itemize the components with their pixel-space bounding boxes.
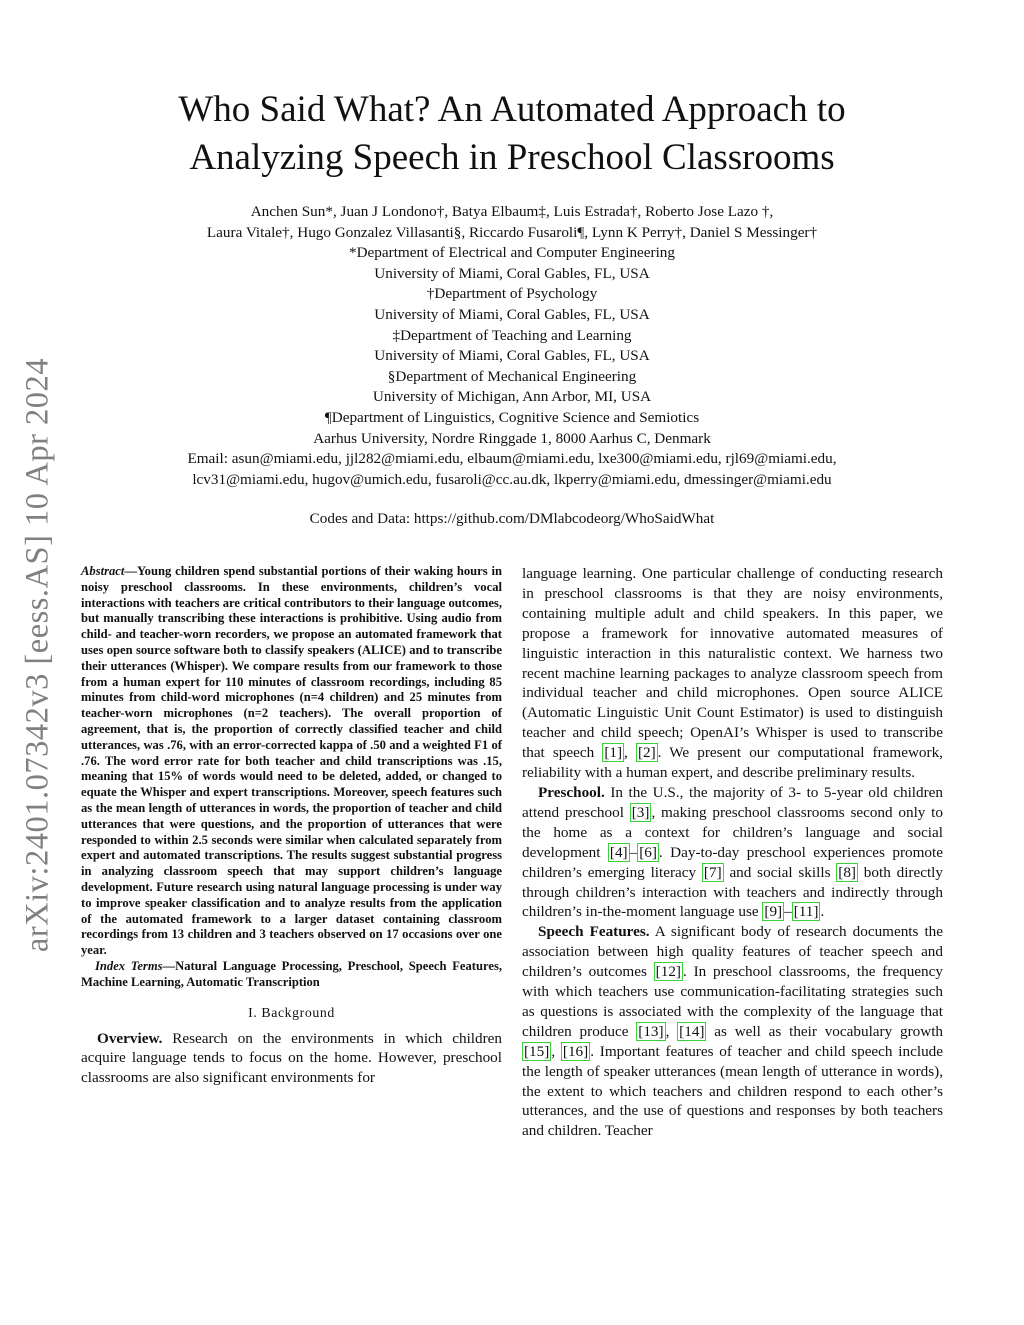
citation-8[interactable]: [8] [838,863,856,881]
preschool-lead: Preschool. [538,783,605,801]
intro-text-a: language learning. One particular challenge of conducting research in preschool classrooms is that they are noisy environments, containing multiple adult and child speakers. In this paper, we propose a framework for innovative automated measures of linguistic interaction in this naturalistic context. We harness two recent machine learning packages to analyze classroom speech from individual teacher and child microphones. Open source ALICE (Automatic Linguistic Unit Count Estimator) is used to distinguish teacher and child speech; OpenAI’s Whisper is used to transcribe that speech [522,565,943,762]
citation-1[interactable]: [1] [604,744,623,762]
citation-13[interactable]: [13] [638,1022,664,1040]
paper-title [80,86,944,182]
speech-sep-1: , [665,1022,678,1040]
preschool-text-a: In the U.S., the majority of 3- to 5-year old children attend preschool [522,783,943,821]
affiliation-1: *Department of Electrical and Computer Engineering [349,244,675,262]
overview-paragraph [81,1029,502,1089]
citation-11[interactable]: [11] [793,903,819,921]
citation-2[interactable]: [2] [637,744,656,762]
authors-line-1: Anchen Sun*, Juan J Londono†, Batya Elbaum‡, Luis Estrada†, Roberto Jose Lazo †, [250,203,774,220]
index-terms-label: Index Terms [95,958,163,973]
affiliation-8: University of Michigan, Ann Arbor, MI, USA [372,388,652,406]
affiliation-6: University of Miami, Coral Gables, FL, USA [374,347,650,365]
citation-16[interactable]: [16] [562,1042,589,1060]
abstract-text: —Young children spend substantial portions of their waking hours in noisy preschool classrooms. In these environments, children’s vocal interactions with teachers are critical contributors to their language outcomes, but manually transcribing these interactions is prohibitive. Using audio from child- and teacher-worn recorders, we propose an automated framework that uses open source software both to classify speakers (ALICE) and to transcribe their utterances (Whisper). We compare results from our framework to those from a human expert for 110 minutes of classroom recordings, including 85 minutes from child-word microphones (n=4 children) and 25 minutes from teacher-worn microphones (n=2 teachers). The overall proportion of agreement, that is, the proportion of correctly classified teacher and child utterances, was .76, with an error-corrected kappa of .50 and a weighted F1 of .76. The word error rate for both teacher and child transcriptions was .15, meaning that 15% of words would need to be deleted, added, or changed to equate the Whisper and expert transcriptions. Moreover, speech features such as the mean length of utterances in words, the proportion of teacher and child utterances that were questions, and the proportion of utterances that were responded to within 2.5 seconds were similar when calculated separately from expert and automated transcriptions. The results suggest substantial progress in analyzing classroom speech that may support children’s language development. Future research using natural language processing is under way to improve speaker classification and to analyze results from the application of the automated framework to a larger dataset containing classroom recordings from 13 children and 3 teachers observed on 17 occasions over one year. [81,564,502,958]
codes-and-data-link[interactable]: Codes and Data: https://github.com/DMlabcodeorg/WhoSaidWhat [309,510,715,527]
title-line-1: Who Said What? An Automated Approach to [178,89,846,130]
author-block [80,202,944,490]
affiliation-2: University of Miami, Coral Gables, FL, USA [374,264,650,282]
affiliation-4: University of Miami, Coral Gables, FL, USA [374,305,650,323]
arxiv-identifier-text: arXiv:2401.07342v3 [eess.AS] 10 Apr 2024 [19,357,56,953]
right-column [522,564,943,1141]
authors-line-2: Laura Vitale†, Hugo Gonzalez Villasanti§, Riccardo Fusaroli¶, Lynn K Perry†, Daniel S Messinger† [206,223,818,241]
speech-text-d: . Important features of teacher and child speech include the length of speaker utterances (mean length of utterance in words), the extent to which teachers and children respond to each other’s utterances, and the use of questions and responses by both teachers and children. Teacher [522,1042,943,1140]
arxiv-identifier [8,340,68,970]
citation-14[interactable]: [14] [679,1022,705,1040]
affiliation-5: ‡Department of Teaching and Learning [392,326,632,344]
affiliation-3: †Department of Psychology [426,285,598,303]
citation-7[interactable]: [7] [703,863,722,881]
title-line-2: Analyzing Speech in Preschool Classrooms [189,137,835,178]
preschool-text-b: , making preschool classrooms second only to the home as a context for children’s language and social development [522,803,943,861]
abstract [81,564,502,959]
speech-sep-2: , [551,1042,561,1060]
overview-text: Research on the environments in which children acquire language tends to focus on the home. However, preschool classrooms are also significant environments for [81,1029,502,1087]
citation-3[interactable]: [3] [631,803,650,821]
speech-text-a: A significant body of research documents the association between high quality features of teacher speech and children’s outcomes [522,923,944,981]
citation-12[interactable]: [12] [655,963,681,981]
abstract-label: Abstract [81,564,125,578]
speech-features-paragraph [522,922,943,1141]
affiliation-7: §Department of Mechanical Engineering [387,367,637,385]
intro-text-b: . We present our computational framework, reliability with a human expert, and describe preliminary results. [522,744,943,782]
index-terms-text: —Natural Language Processing, Preschool, Speech Features, Machine Learning, Automatic Transcription [81,958,502,989]
intro-sep: , [624,744,636,762]
speech-features-lead: Speech Features. [538,923,650,941]
section-heading-background: I. Background [248,1004,335,1020]
emails-line-2: lcv31@miami.edu, hugov@umich.edu, fusaroli@cc.au.dk, lkperry@miami.edu, dmessinger@miami.edu [192,470,832,488]
speech-text-b: . In preschool classrooms, the frequency with which teachers use communication-facilitating strategies such as questions is associated with the complexity of the language that children produce [522,963,943,1040]
preschool-dash-1: – [629,843,638,861]
overview-lead: Overview. [97,1029,163,1047]
preschool-text-d: and social skills [723,863,837,881]
preschool-text-f: . [820,903,825,921]
left-column [81,564,502,1088]
citation-15[interactable]: [15] [524,1042,550,1060]
preschool-text-c: . Day-to-day preschool experiences promote children’s emerging literacy [522,843,943,881]
affiliation-10: Aarhus University, Nordre Ringgade 1, 8000 Aarhus C, Denmark [313,429,711,447]
citation-6[interactable]: [6] [639,843,657,861]
emails-line-1: Email: asun@miami.edu, jjl282@miami.edu, elbaum@miami.edu, lxe300@miami.edu, rjl69@miami.edu, [187,450,837,468]
citation-9[interactable]: [9] [764,903,783,921]
citation-4[interactable]: [4] [609,843,628,861]
speech-text-c: as well as their vocabulary growth [706,1022,944,1040]
affiliation-9: ¶Department of Linguistics, Cognitive Science and Semiotics [324,408,700,426]
preschool-dash-2: – [784,903,792,921]
index-terms [81,959,502,991]
preschool-paragraph [522,783,943,922]
intro-continued-paragraph [522,564,943,783]
preschool-text-e: both directly through children’s interaction with teachers and indirectly through children’s in-the-moment language use [522,863,943,921]
